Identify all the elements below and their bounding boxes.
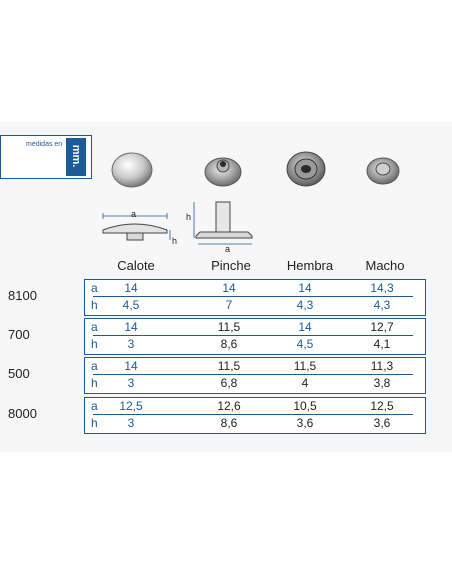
column-hembra: Hembra [286,258,334,273]
dimension-label-h: h [91,376,98,390]
table-cell: 3,6 [373,416,391,430]
dimension-label-h: h [91,416,98,430]
column-calote: Calote [117,258,155,273]
table-cell: 12,5 [370,399,394,413]
model-label: 8000 [8,406,37,421]
table-row [84,279,426,316]
table-cell: 7 [225,298,233,312]
table-cell: 14 [298,320,312,334]
calote-photo [110,150,154,190]
table-cell: 12,6 [217,399,241,413]
dimension-label-a: a [91,281,98,295]
table-row [84,397,426,434]
row-separator [93,374,413,375]
table-cell: 3,8 [373,376,391,390]
table-row [84,318,426,355]
table-cell: 4 [301,376,309,390]
dimension-label-h: h [91,337,98,351]
table-cell: 8,6 [220,337,238,351]
table-cell: 3,6 [296,416,314,430]
table-cell: 14 [124,320,138,334]
pinche-diagram [190,198,262,250]
dimension-label-a: a [91,320,98,334]
table-cell: 11,5 [293,359,317,373]
row-separator [93,296,413,297]
table-cell: 11,5 [217,359,241,373]
macho-photo [365,152,401,186]
model-label: 700 [8,327,30,342]
table-cell: 4,5 [296,337,314,351]
table-cell: 4,3 [296,298,314,312]
hembra-photo [285,150,327,188]
model-label: 8100 [8,288,37,303]
table-cell: 4,3 [373,298,391,312]
pinche-h-label: h [186,212,192,222]
row-separator [93,335,413,336]
table-cell: 14 [298,281,312,295]
table-cell: 14 [124,281,138,295]
table-cell: 12,7 [370,320,394,334]
table-cell: 3 [127,337,135,351]
table-cell: 3 [127,416,135,430]
table-cell: 3 [127,376,135,390]
dimension-label-a: a [91,399,98,413]
table-cell: 8,6 [220,416,238,430]
column-pinche: Pinche [211,258,251,273]
table-cell: 14,3 [370,281,394,295]
unit-text: mm. [70,144,82,168]
table-cell: 11,5 [217,320,241,334]
dimension-label-h: h [91,298,98,312]
dimension-label-a: a [91,359,98,373]
calote-a-label: a [131,209,137,219]
pinche-a-label: a [225,244,231,254]
table-row [84,357,426,394]
table-cell: 11,3 [370,359,394,373]
unit-label: medidas en [26,141,63,148]
table-cell: 4,5 [122,298,140,312]
table-cell: 14 [222,281,236,295]
row-separator [93,414,413,415]
model-label: 500 [8,366,30,381]
column-macho: Macho [365,258,405,273]
calote-h-label: h [172,236,178,246]
table-cell: 12,5 [119,399,143,413]
table-cell: 6,8 [220,376,238,390]
table-cell: 10,5 [293,399,317,413]
pinche-photo [203,150,243,188]
table-cell: 4,1 [373,337,391,351]
table-cell: 14 [124,359,138,373]
